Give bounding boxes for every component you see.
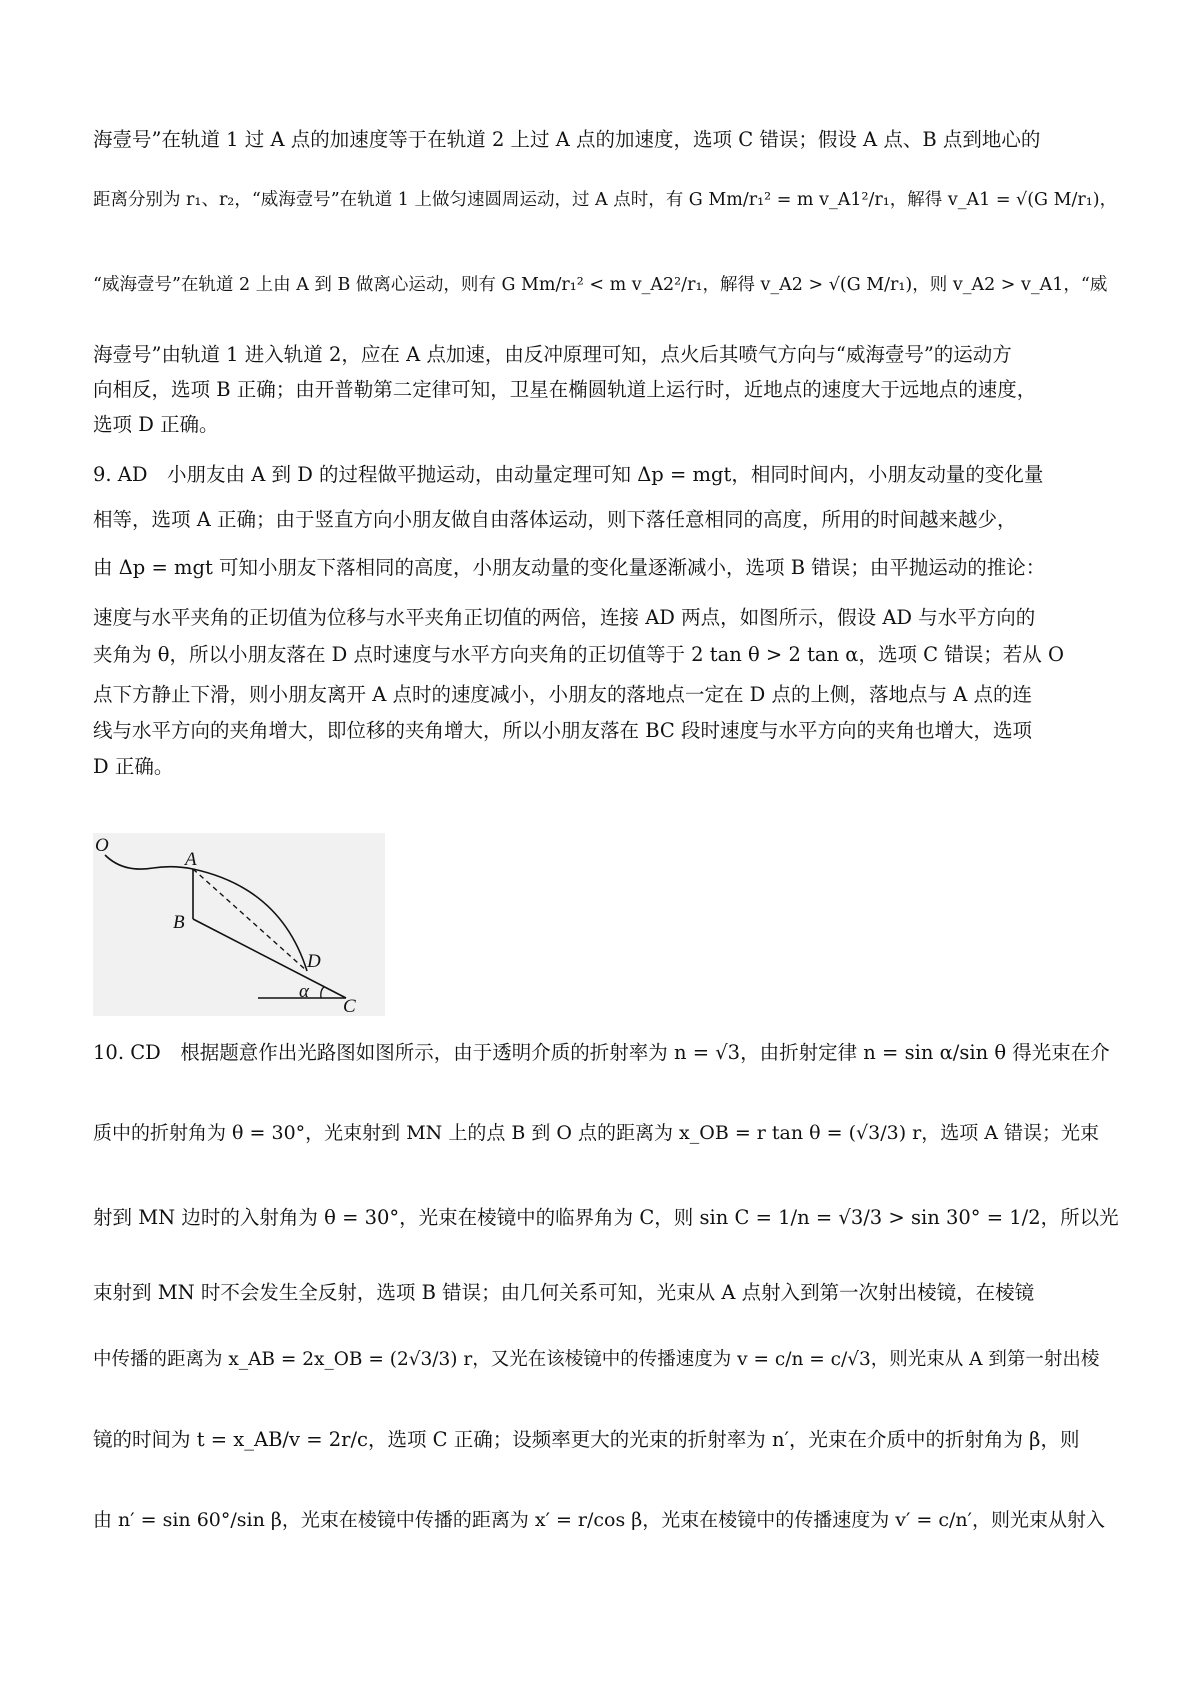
label-a: A (185, 849, 197, 870)
text-line-4: 海壹号”由轨道 1 进入轨道 2，应在 A 点加速，由反冲原理可知，点火后其喷气方向与“威海壹号”的运动方 (93, 343, 1012, 366)
text-line-11: 夹角为 θ，所以小朋友落在 D 点时速度与水平方向夹角的正切值等于 2 tan θ > 2 tan α，选项 C 错误；若从 O (93, 643, 1064, 666)
dashed-ad (193, 869, 307, 971)
text-line-18: 束射到 MN 时不会发生全反射，选项 B 错误；由几何关系可知，光束从 A 点射入到第一次射出棱镜，在棱镜 (93, 1281, 1035, 1304)
text-line-1: 海壹号”在轨道 1 过 A 点的加速度等于在轨道 2 上过 A 点的加速度，选项 C 错误；假设 A 点、B 点到地心的 (93, 128, 1041, 151)
text-line-13: 线与水平方向的夹角增大，即位移的夹角增大，所以小朋友落在 BC 段时速度与水平方向的夹角也增大，选项 (93, 719, 1033, 742)
trajectory-diagram (93, 833, 385, 1016)
text-line-5: 向相反，选项 B 正确；由开普勒第二定律可知，卫星在椭圆轨道上运行时，近地点的速度大于远地点的速度， (93, 378, 1037, 401)
text-line-16: 质中的折射角为 θ = 30°，光束射到 MN 上的点 B 到 O 点的距离为 x_OB = r tan θ = (√3/3) r，选项 A 错误；光束 (93, 1122, 1100, 1144)
text-line-14: D 正确。 (93, 755, 174, 778)
text-line-6: 选项 D 正确。 (93, 413, 219, 436)
label-b: B (173, 912, 185, 933)
text-line-12: 点下方静止下滑，则小朋友离开 A 点时的速度减小，小朋友的落地点一定在 D 点的上侧，落地点与 A 点的连 (93, 683, 1032, 706)
text-line-8: 相等，选项 A 正确；由于竖直方向小朋友做自由落体运动，则下落任意相同的高度，所用的时间越来越少， (93, 508, 1017, 531)
text-line-15: 10. CD 根据题意作出光路图如图所示，由于透明介质的折射率为 n = √3，由折射定律 n = sin α/sin θ 得光束在介 (93, 1041, 1110, 1064)
angle-arc (321, 987, 324, 998)
text-line-9: 由 Δp = mgt 可知小朋友下落相同的高度，小朋友动量的变化量逐渐减小，选项 B 错误；由平抛运动的推论： (93, 556, 1046, 579)
text-line-2: 距离分别为 r₁、r₂，“威海壹号”在轨道 1 上做匀速圆周运动，过 A 点时，有 G Mm/r₁² = m v_A1²/r₁，解得 v_A1 = √(G M/r₁)， (93, 190, 1118, 210)
label-d: D (307, 951, 321, 972)
text-line-20: 镜的时间为 t = x_AB/v = 2r/c，选项 C 正确；设频率更大的光束的折射率为 n′，光束在介质中的折射角为 β，则 (93, 1428, 1080, 1451)
trajectory-svg (93, 833, 385, 1016)
segment-bc (193, 919, 346, 998)
label-o: O (95, 835, 109, 856)
label-c: C (343, 996, 356, 1016)
slide-curve (105, 855, 193, 869)
text-line-21: 由 n′ = sin 60°/sin β，光束在棱镜中传播的距离为 x′ = r/cos β，光束在棱镜中的传播速度为 v′ = c/n′，则光束从射入 (93, 1509, 1105, 1531)
text-line-19: 中传播的距离为 x_AB = 2x_OB = (2√3/3) r，又光在该棱镜中的传播速度为 v = c/n = c/√3，则光束从 A 到第一射出棱 (93, 1349, 1100, 1370)
text-line-17: 射到 MN 边时的入射角为 θ = 30°，光束在棱镜中的临界角为 C，则 sin C = 1/n = √3/3 > sin 30° = 1/2，所以光 (93, 1206, 1119, 1229)
text-line-7: 9. AD 小朋友由 A 到 D 的过程做平抛运动，由动量定理可知 Δp = mgt，相同时间内，小朋友动量的变化量 (93, 463, 1044, 486)
text-line-3: “威海壹号”在轨道 2 上由 A 到 B 做离心运动，则有 G Mm/r₁² < m v_A2²/r₁，解得 v_A2 > √(G M/r₁)，则 v_A2 > v_A1，“威 (93, 275, 1108, 295)
label-alpha: α (299, 981, 309, 1002)
text-line-10: 速度与水平夹角的正切值为位移与水平夹角正切值的两倍，连接 AD 两点，如图所示，假设 AD 与水平方向的 (93, 606, 1036, 629)
